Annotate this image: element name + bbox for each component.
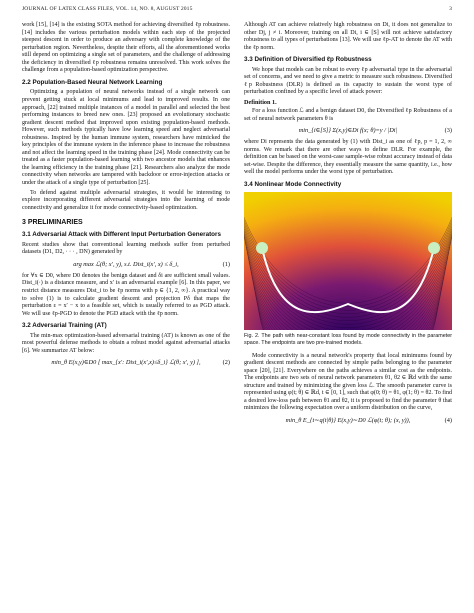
subsection-heading: 3.2 Adversarial Training (AT) xyxy=(22,322,107,330)
paragraph: We hope that models can be robust to every ℓp adversarial type in the adversarial set of concerns, and we need to give a metric to measure such robustness. Diversified ℓp Robustness (DLR) is defined as its capacity to sustain the worst type of perturbation confined by a specific level of attack power: xyxy=(244,66,452,96)
paragraph: Mode connectivity is a neural network's property that local minimums found by gradient descent methods are connected by simple paths belonging to the parameter space [20], [21]. Everywhere on the paths achieves a similar cost as the endpoints. The endpoints are two sets of neural network parameters θ1, θ2 ∈ ℝd with the same structure and trained by minimizing the given loss ℒ. The smooth parameter curve is represented using φ(t; θ) ∈ ℝd, t ∈ [0, 1], such that φ(0; θ) = θ1, φ(1; θ) = θ2. To find a desired low-loss path between θ1 and θ2, it is proposed to find the parameter θ that minimizes the following expectation over a uniform distribution on the curve, xyxy=(244,352,452,412)
equation-4 xyxy=(244,416,452,425)
paragraph: Recent studies show that conventional learning methods suffer from perturbed datasets (D1, D2, · · · , DN) generated by xyxy=(22,241,230,256)
equation-1 xyxy=(22,260,230,269)
paragraph: where Di represents the data generated by (1) with Dist_i as one of ℓp, p = 1, 2, ∞ norms. We remark that there are other ways to define DLR. For example, the definition can be based on the worst-case sample-wise robust accuracy instead of data set-wise. Despite the difference, they essentially measure the same quantity, i.e., how well the model performs under the worst type of perturbation. xyxy=(244,139,452,176)
running-header xyxy=(22,6,452,16)
paragraph: For a loss function ℒ and a benign dataset D0, the Diversified ℓp Robustness of a set of neural network parameters θ is xyxy=(244,107,452,122)
equation-number: (2) xyxy=(222,359,230,367)
paragraph: Although AT can achieve relatively high robustness on Di, it does not generalize to other Dj, j ≠ i. Moreover, training on all Di, i ∈ [S] will not achieve satisfactory robustness to all types of perturbations [13]. We will use ℓp-AT to denote the AT with the ℓp norm. xyxy=(244,22,452,51)
endpoint-theta2 xyxy=(428,242,440,254)
equation-number: (3) xyxy=(444,127,452,135)
equation-3-body: min_{i∈[S]} Σ(x,y)∈Di f(x; θ)=y / |Di| xyxy=(298,127,398,135)
section-heading: 2.2 Population-Based Neural Network Learning xyxy=(22,78,163,86)
loss-surface xyxy=(244,192,452,330)
equation-2-body: min_θ E(x,y)∈D0 [ max_{x′: Dist_i(x′,x)≤δ_i} ℒ(θ; x′, y) ], xyxy=(51,359,201,367)
equation-number: (4) xyxy=(444,416,452,424)
endpoint-theta1 xyxy=(256,242,268,254)
paragraph: To defend against multiple adversarial strategies, it would be interesting to explore incorporating different adversarial strategies into the learning of mode connectivity and generalize it for mode connectivity-based optimization. xyxy=(22,189,230,211)
section-heading: 3 PRELIMINARIES xyxy=(22,219,83,227)
subsection-heading: 3.3 Definition of Diversified ℓp Robustness xyxy=(244,56,372,64)
page-number: 3 xyxy=(449,6,452,12)
paragraph: The min-max optimization-based adversarial training (AT) is known as one of the most powerful defense methods to obtain a robust model against adversarial attacks [6]. We summarize AT below: xyxy=(22,332,230,354)
paragraph: work [15], [14] is the existing SOTA method for achieving diversified ℓp robustness. [14] includes the various perturbation models within each step of the projected steepest descent in order to produce an adversary with complete knowledge of the perturbation region. Nevertheless, despite their efforts, all the aforementioned works still depend on optimizing a single set of parameters, and the challenge of addressing the deficiency in diversified ℓp robustness remains unresolved. This work solves the challenge from a population-based optimization perspective. xyxy=(22,22,230,74)
equation-1-body: arg max ℒ(θ; x′, y), s.t. Dist_i(x′, x) ≤ δ_i, xyxy=(73,260,179,268)
figure-caption: Fig. 2. The path with near-constant loss found by mode connectivity in the parameter space. The endpoints are two pre-trained models. xyxy=(244,333,452,346)
left-column xyxy=(22,22,230,371)
paragraph: Optimizing a population of neural networks instead of a single network can prevent getting stuck at local minimums and lead to improved results. In one approach, [22] trained multiple instances of a model in parallel and selected the best performing instances to breed new ones. [23] proposed an evolutionary stochastic gradient descent method that improved upon existing population-based methods. However, such methods typically have low learning speed and neglect adversarial robustness. Inspired by the human immune system, researchers have mimicked the key principles of the immune system in the inference phase to increase the robustness and not affect the learning speed in the training phase [24]. Mode connectivity can be treated as a faster population-based learning with two ancestor models that enhances the learning efficiency in the training phase [21]. Researchers also analyze the mode connectivity when networks are tampered with backdoor or error-injection attacks or under the attack of a single type of perturbation [25]. xyxy=(22,89,230,186)
subsection-heading: 3.4 Nonlinear Mode Connectivity xyxy=(244,180,342,188)
equation-3 xyxy=(244,126,452,135)
subsection-heading: 3.1 Adversarial Attack with Different Input Perturbation Generators xyxy=(22,231,221,239)
journal-name: JOURNAL OF LATEX CLASS FILES, VOL. 14, NO. 8, AUGUST 2015 xyxy=(22,6,193,12)
paragraph: for ∀x ∈ D0, where D0 denotes the benign dataset and δi are sufficient small values. Dist_i(·) is a distance measure, and x′ is an adversarial example [6]. In this paper, we restrict distance measures Dist_i to be ℓp norms with p ∈ {1, 2, ∞}. A practical way to solve (1) is to calculate gradient descent and projection Pδ that maps the perturbation ε = x′ − x to a feasible set, which is usually referred to as PGD attack. We will use ℓp-PGD to denote the PGD attack with the ℓp norm. xyxy=(22,272,230,317)
definition-label: Definition 1. xyxy=(244,98,277,106)
equation-number: (1) xyxy=(222,260,230,268)
right-column xyxy=(244,22,452,429)
equation-2 xyxy=(22,358,230,367)
mode-connectivity-figure xyxy=(244,192,452,330)
equation-4-body: min_θ E_{t∼q(t|θ)} E(x,y)∼D0 ℒ(φ(t; θ); (x, y)), xyxy=(285,416,411,424)
